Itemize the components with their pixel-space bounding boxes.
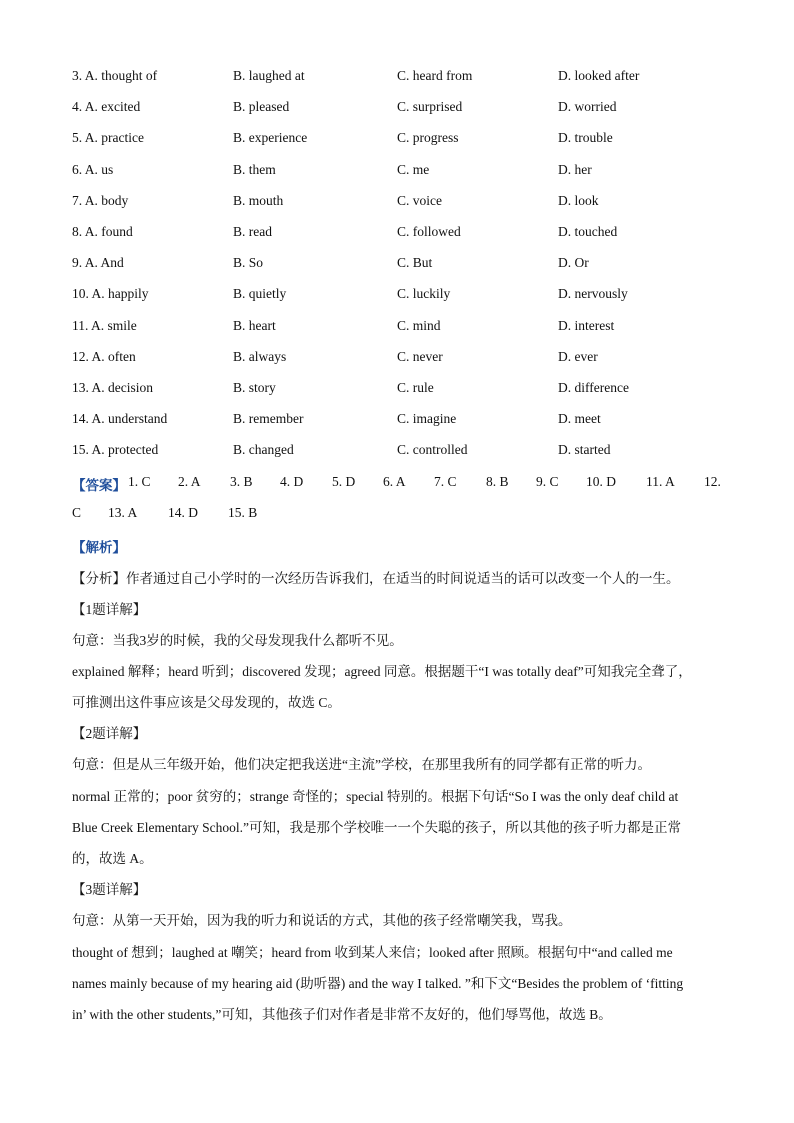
answer-item: 11. A — [646, 474, 675, 489]
option-a: 11. A. smile — [72, 317, 137, 333]
option-c: C. me — [397, 161, 430, 177]
answer-item: 10. D — [586, 474, 616, 489]
option-a: 7. A. body — [72, 192, 129, 208]
option-b: B. experience — [233, 130, 308, 146]
analysis-summary: 【分析】作者通过自己小学时的一次经历告诉我们，在适当的时间说适当的话可以改变一个人的一生。 — [72, 571, 680, 586]
option-row — [72, 286, 732, 306]
option-b: B. changed — [233, 442, 294, 458]
option-row — [72, 162, 732, 182]
option-b: B. laughed at — [233, 68, 305, 83]
option-c: C. surprised — [397, 99, 463, 115]
answer-item: 8. B — [486, 474, 509, 489]
option-b: B. quietly — [233, 286, 287, 302]
option-row — [72, 349, 732, 369]
answer-item: 7. C — [434, 474, 457, 489]
answer-label: 【答案】 — [72, 478, 126, 493]
option-d: D. worried — [558, 99, 617, 115]
answer-item: 4. D — [280, 474, 304, 489]
q3-line: thought of 想到；laughed at 嘲笑；heard from 收到某人来信；looked after 照顾。根据句中“and called me — [72, 945, 673, 960]
analysis-label: 【解析】 — [72, 540, 126, 555]
option-a: 9. A. And — [72, 255, 124, 271]
option-row — [72, 193, 732, 213]
option-d: D. her — [558, 161, 592, 177]
option-c: C. But — [397, 255, 433, 271]
answer-item: C — [72, 505, 82, 520]
q3-heading: 【3题详解】 — [72, 882, 147, 897]
option-a: 3. A. thought of — [72, 68, 158, 83]
q3-line: in’ with the other students,”可知，其他孩子们对作者是非常不友好的，他们辱骂他，故选 B。 — [72, 1007, 612, 1022]
option-a: 15. A. protected — [72, 442, 159, 458]
q3-line: names mainly because of my hearing aid (助听器) and the way I talked. ”和下文“Besides the problem of ‘fitting — [72, 976, 684, 991]
option-d: D. Or — [558, 255, 589, 271]
option-row — [72, 318, 732, 338]
option-c: C. imagine — [397, 411, 457, 427]
option-d: D. ever — [558, 348, 598, 364]
option-a: 4. A. excited — [72, 99, 141, 115]
q1-line: 句意：当我3岁的时候，我的父母发现我什么都听不见。 — [72, 633, 403, 648]
option-d: D. look — [558, 192, 599, 208]
q1-line: 可推测出这件事应该是父母发现的，故选 C。 — [72, 695, 341, 710]
option-a: 6. A. us — [72, 161, 114, 177]
answer-item: 1. C — [128, 474, 151, 489]
option-a: 12. A. often — [72, 348, 136, 364]
answer-item: 5. D — [332, 474, 356, 489]
q2-line: Blue Creek Elementary School.”可知，我是那个学校唯一一个失聪的孩子，所以其他的孩子听力都是正常 — [72, 820, 681, 835]
option-d: D. meet — [558, 411, 601, 427]
option-c: C. rule — [397, 380, 434, 395]
q2-heading: 【2题详解】 — [72, 726, 147, 741]
option-d: D. looked after — [558, 68, 640, 83]
option-row — [72, 380, 732, 400]
answer-item: 3. B — [230, 474, 253, 489]
q3-line: 句意：从第一天开始，因为我的听力和说话的方式，其他的孩子经常嘲笑我，骂我。 — [72, 913, 572, 928]
option-c: C. voice — [397, 192, 442, 208]
option-c: C. luckily — [397, 286, 451, 302]
option-row — [72, 99, 732, 119]
answer-row-2 — [72, 505, 732, 525]
option-a: 14. A. understand — [72, 411, 168, 427]
option-b: B. remember — [233, 411, 304, 427]
option-d: D. touched — [558, 224, 618, 239]
option-row — [72, 442, 732, 462]
option-row — [72, 130, 732, 150]
q2-line: 的，故选 A。 — [72, 851, 153, 866]
q2-line: normal 正常的；poor 贫穷的；strange 奇怪的；special 特别的。根据下句话“So I was the only deaf child at — [72, 789, 679, 804]
option-a: 10. A. happily — [72, 286, 149, 302]
answer-row-1 — [72, 474, 732, 494]
option-b: B. always — [233, 348, 287, 364]
option-d: D. interest — [558, 317, 615, 333]
option-a: 13. A. decision — [72, 380, 153, 395]
option-d: D. started — [558, 442, 611, 458]
option-c: C. heard from — [397, 68, 473, 83]
option-c: C. followed — [397, 224, 461, 239]
option-b: B. So — [233, 255, 264, 271]
option-b: B. mouth — [233, 192, 284, 208]
option-b: B. pleased — [233, 99, 290, 115]
answer-item: 2. A — [178, 474, 201, 489]
option-row — [72, 411, 732, 431]
option-b: B. them — [233, 161, 276, 177]
option-c: C. never — [397, 348, 443, 364]
answer-item: 14. D — [168, 505, 198, 520]
q2-line: 句意：但是从三年级开始，他们决定把我送进“主流”学校，在那里我所有的同学都有正常的听力。 — [72, 757, 651, 772]
option-d: D. difference — [558, 380, 629, 395]
option-d: D. trouble — [558, 130, 613, 146]
option-row — [72, 255, 732, 275]
q1-line: explained 解释；heard 听到；discovered 发现；agreed 同意。根据题干“I was totally deaf”可知我完全聋了， — [72, 664, 692, 679]
option-row — [72, 68, 732, 88]
option-a: 5. A. practice — [72, 130, 144, 146]
option-d: D. nervously — [558, 286, 628, 302]
option-a: 8. A. found — [72, 224, 133, 239]
option-c: C. progress — [397, 130, 459, 146]
q1-heading: 【1题详解】 — [72, 602, 147, 617]
answer-item: 15. B — [228, 505, 258, 520]
option-b: B. story — [233, 380, 276, 395]
answer-item: 9. C — [536, 474, 559, 489]
option-b: B. heart — [233, 317, 276, 333]
answer-item: 6. A — [383, 474, 406, 489]
answer-item: 13. A — [108, 505, 138, 520]
option-c: C. controlled — [397, 442, 468, 458]
option-b: B. read — [233, 224, 272, 239]
answer-item: 12. — [704, 474, 721, 489]
option-row — [72, 224, 732, 244]
option-c: C. mind — [397, 317, 441, 333]
